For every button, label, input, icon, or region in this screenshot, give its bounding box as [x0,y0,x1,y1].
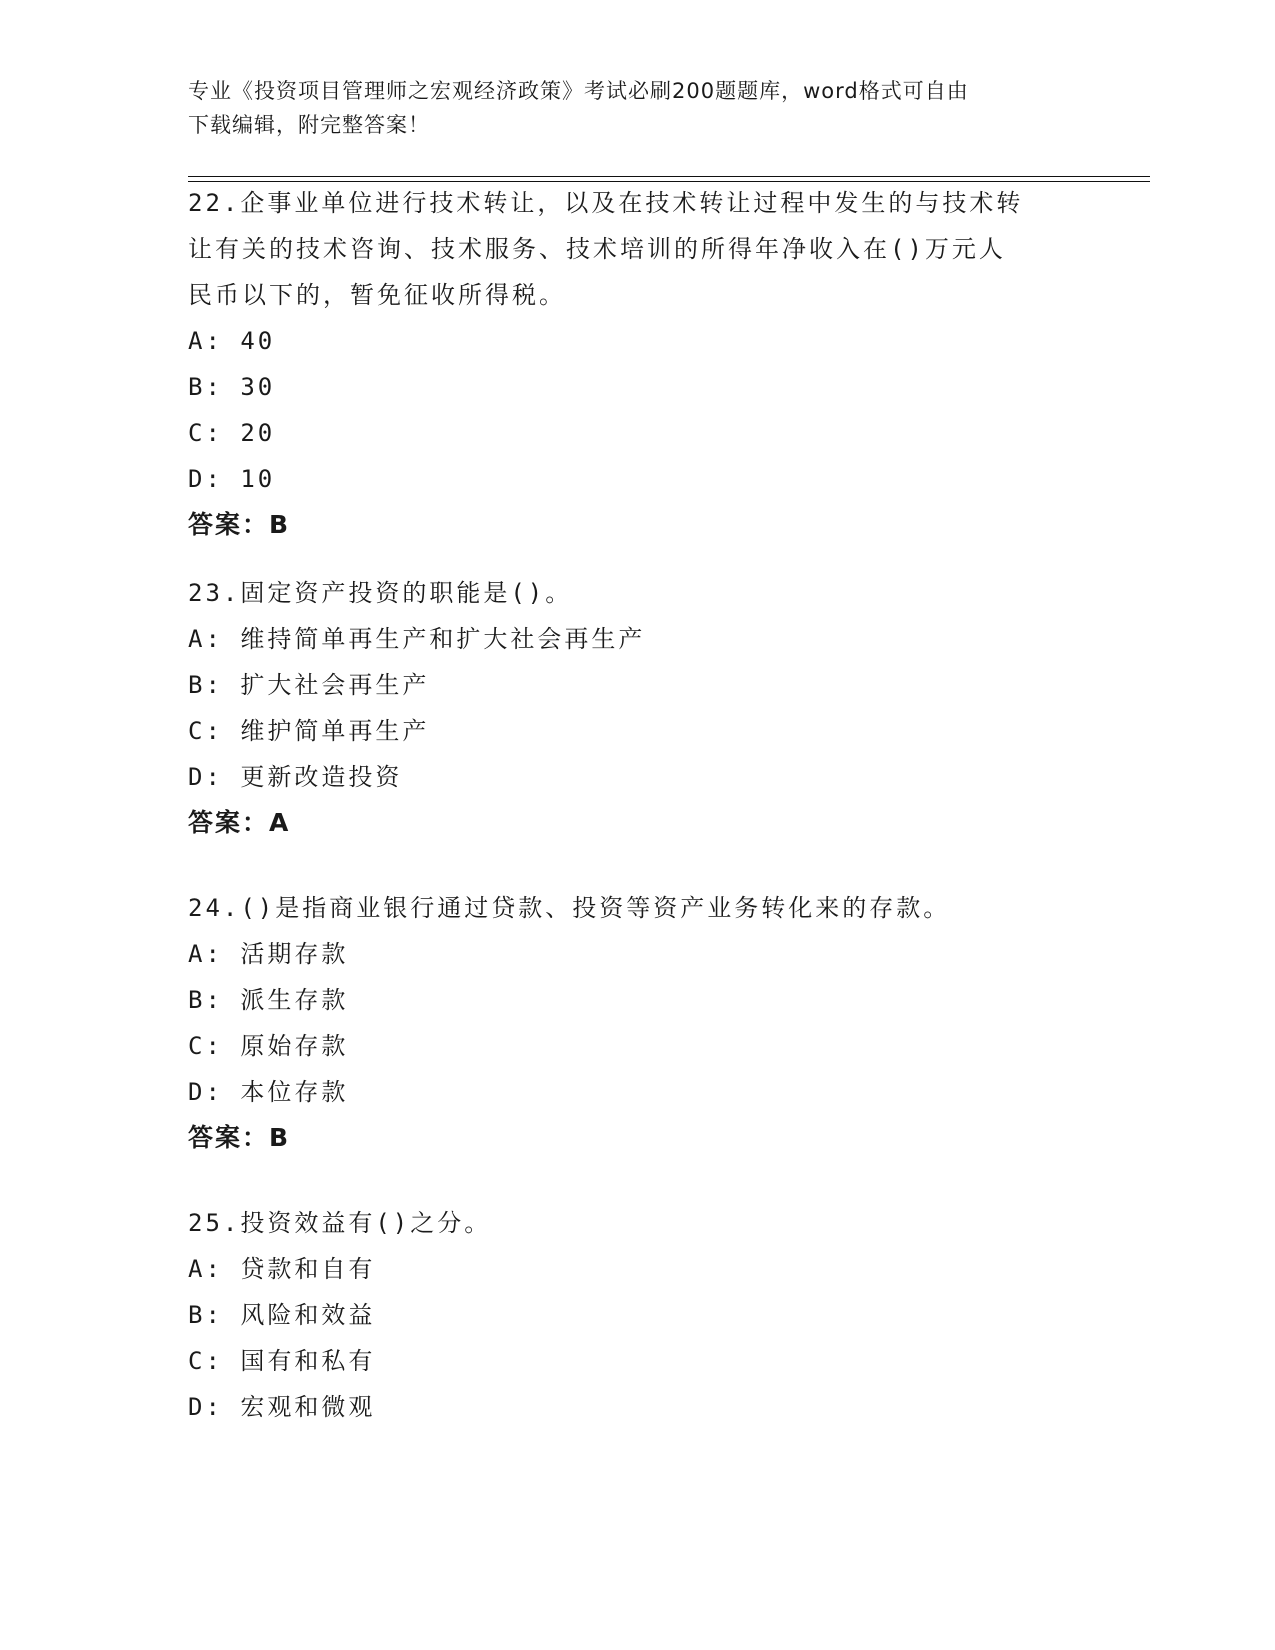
option-a: A: 40 [188,327,276,355]
option-b: B: 30 [188,373,276,401]
option-a: A: 维持简单再生产和扩大社会再生产 [188,625,646,653]
question-22 [188,180,1088,548]
answer: 答案：B [188,1123,291,1152]
question-stem-line: 民币以下的，暂免征收所得税。 [188,281,566,309]
question-stem-line: 24.()是指商业银行通过贷款、投资等资产业务转化来的存款。 [188,894,951,922]
option-b: B: 风险和效益 [188,1301,376,1329]
document-header [188,74,1088,142]
answer: 答案：A [188,808,291,837]
option-b: B: 扩大社会再生产 [188,671,430,699]
header-divider-top [188,176,1150,177]
question-stem-line: 让有关的技术咨询、技术服务、技术培训的所得年净收入在()万元人 [188,235,1006,263]
option-d: D: 本位存款 [188,1078,349,1106]
option-c: C: 国有和私有 [188,1347,376,1375]
option-d: D: 更新改造投资 [188,763,403,791]
option-c: C: 20 [188,419,276,447]
option-c: C: 原始存款 [188,1032,349,1060]
question-stem-line: 25.投资效益有()之分。 [188,1209,492,1237]
option-c: C: 维护简单再生产 [188,717,430,745]
option-d: D: 宏观和微观 [188,1393,376,1421]
option-a: A: 活期存款 [188,940,349,968]
option-a: A: 贷款和自有 [188,1255,376,1283]
header-line-2: 下载编辑，附完整答案！ [188,113,430,137]
answer: 答案：B [188,510,291,539]
option-d: D: 10 [188,465,276,493]
question-stem-line: 23.固定资产投资的职能是()。 [188,579,573,607]
question-23 [188,570,1088,846]
option-b: B: 派生存款 [188,986,349,1014]
header-line-1: 专业《投资项目管理师之宏观经济政策》考试必刷200题题库，word格式可自由 [188,79,969,103]
question-24 [188,885,1088,1161]
question-25 [188,1200,1088,1430]
question-stem-line: 22.企事业单位进行技术转让，以及在技术转让过程中发生的与技术转 [188,189,1024,217]
